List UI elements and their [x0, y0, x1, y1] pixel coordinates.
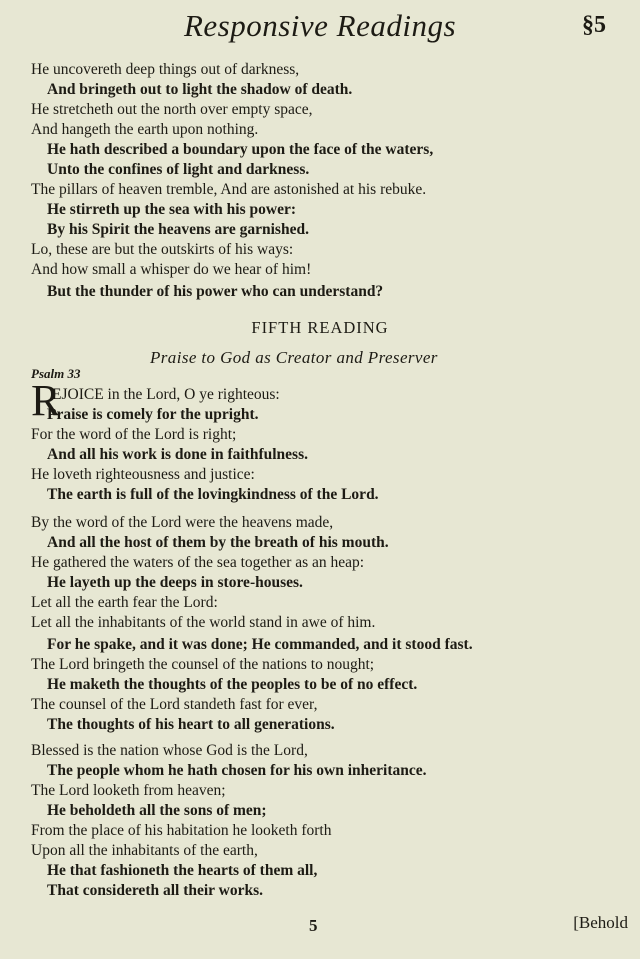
first-line: EJOICE in the Lord, O ye righteous:: [52, 386, 280, 403]
section-number: §5: [582, 12, 606, 38]
verse-line: He that fashioneth the hearts of them all,: [47, 862, 318, 879]
drop-cap: R: [31, 376, 61, 425]
verse-line: But the thunder of his power who can understand?: [47, 283, 384, 300]
verse-line: Blessed is the nation whose God is the Lord,: [31, 742, 308, 759]
verse-line: Let all the inhabitants of the world stand in awe of him.: [31, 614, 376, 631]
verse-line: The earth is full of the lovingkindness of the Lord.: [47, 486, 379, 503]
verse-line: Upon all the inhabitants of the earth,: [31, 842, 258, 859]
verse-line: He gathered the waters of the sea together as an heap:: [31, 554, 365, 571]
verse-line: He beholdeth all the sons of men;: [47, 802, 267, 819]
verse-line: And hangeth the earth upon nothing.: [31, 121, 259, 138]
verse-line: He uncovereth deep things out of darkness,: [31, 61, 300, 78]
verse-line: And all the host of them by the breath of his mouth.: [47, 534, 389, 551]
verse-line: Praise is comely for the upright.: [47, 406, 259, 423]
verse-line: He loveth righteousness and justice:: [31, 466, 255, 483]
verse-line: The Lord looketh from heaven;: [31, 782, 226, 799]
reading-subtitle: Praise to God as Creator and Preserver: [150, 348, 438, 367]
verse-line: He hath described a boundary upon the face of the waters,: [47, 141, 434, 158]
verse-line: By the word of the Lord were the heavens made,: [31, 514, 334, 531]
page-number: 5: [309, 916, 318, 935]
verse-line: And how small a whisper do we hear of him!: [31, 261, 312, 278]
verse-line: Let all the earth fear the Lord:: [31, 594, 218, 611]
verse-line: The counsel of the Lord standeth fast for ever,: [31, 696, 318, 713]
verse-line: He stirreth up the sea with his power:: [47, 201, 296, 218]
verse-line: That considereth all their works.: [47, 882, 264, 899]
verse-line: The pillars of heaven tremble, And are astonished at his rebuke.: [31, 181, 427, 198]
verse-line: By his Spirit the heavens are garnished.: [47, 221, 309, 238]
verse-line: He layeth up the deeps in store-houses.: [47, 574, 303, 591]
verse-line: The thoughts of his heart to all generations.: [47, 716, 335, 733]
psalm-reference: Psalm 33: [31, 366, 81, 381]
page-header-title: Responsive Readings: [183, 8, 457, 43]
verse-line: He maketh the thoughts of the peoples to be of no effect.: [47, 676, 418, 693]
reading-title: FIFTH READING: [251, 318, 389, 337]
verse-line: And all his work is done in faithfulness.: [47, 446, 308, 463]
verse-line: Unto the confines of light and darkness.: [47, 161, 310, 178]
verse-line: For the word of the Lord is right;: [31, 426, 237, 443]
catchword: [Behold: [573, 913, 628, 932]
verse-line: From the place of his habitation he looketh forth: [31, 822, 332, 839]
verse-line: He stretcheth out the north over empty space,: [31, 101, 313, 118]
verse-line: The Lord bringeth the counsel of the nations to nought;: [31, 656, 375, 673]
verse-line: Lo, these are but the outskirts of his ways:: [31, 241, 294, 258]
verse-line: For he spake, and it was done; He commanded, and it stood fast.: [47, 636, 473, 653]
verse-line: And bringeth out to light the shadow of death.: [47, 81, 353, 98]
verse-line: The people whom he hath chosen for his own inheritance.: [47, 762, 427, 779]
